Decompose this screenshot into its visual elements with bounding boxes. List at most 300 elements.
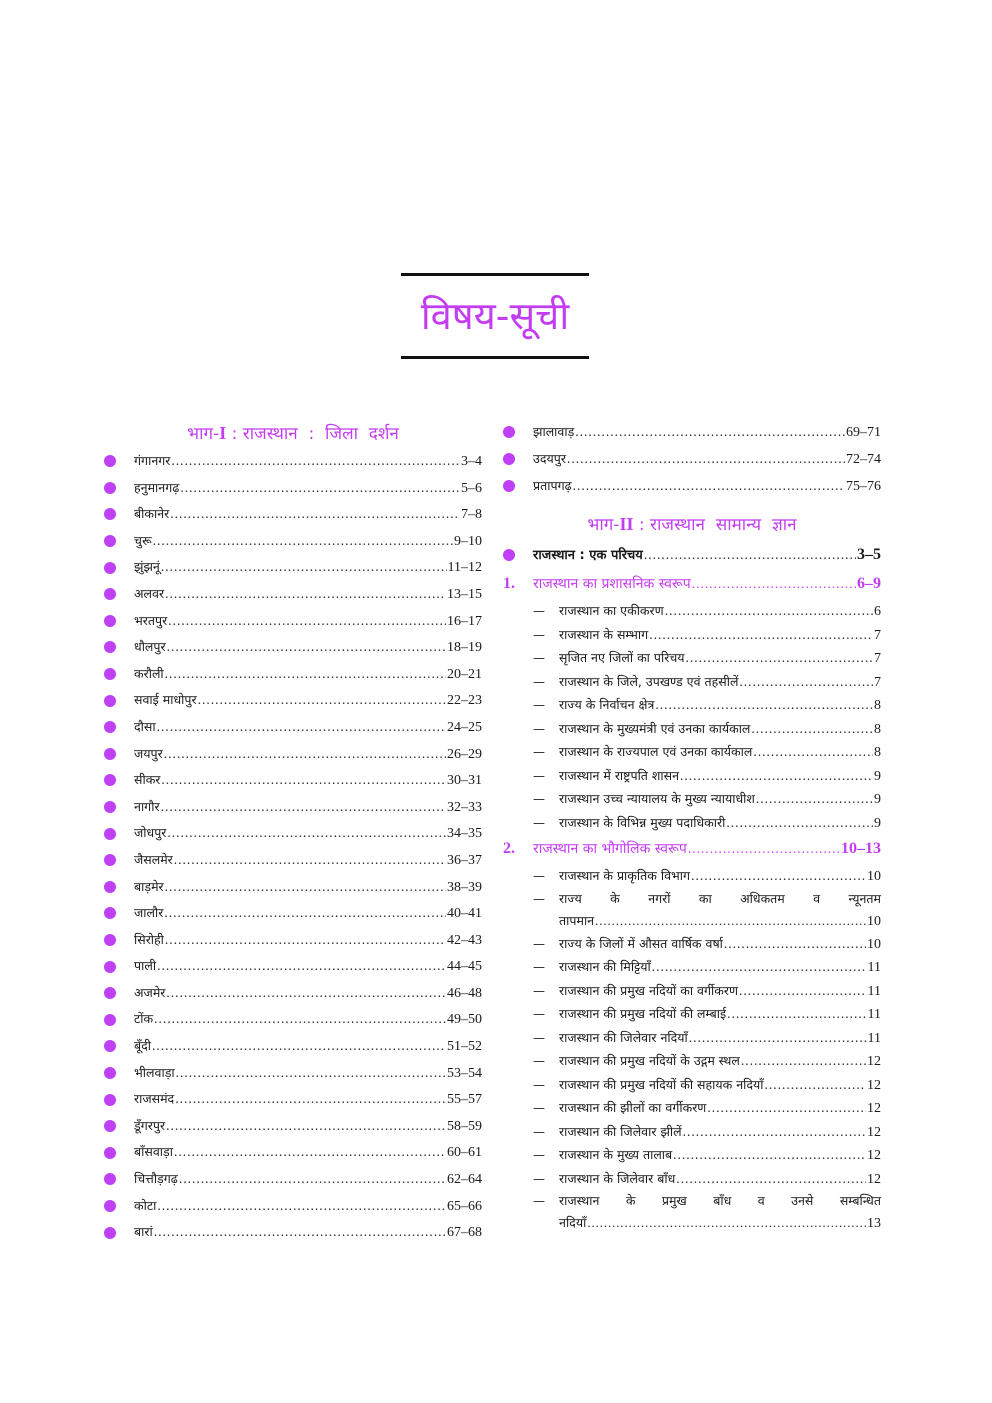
entry-label: नागौर: [134, 798, 160, 814]
dash-icon: —: [533, 815, 545, 830]
district-list-continued: [503, 418, 881, 499]
entry-label: चित्तौड़गढ़: [134, 1171, 178, 1187]
bullet-icon: [104, 828, 116, 840]
toc-entry[interactable]: [104, 980, 482, 1007]
entry-pages: 34–35: [447, 826, 482, 842]
bullet-icon: [104, 1200, 116, 1212]
dash-icon: —: [533, 1030, 545, 1045]
dot-leader: [175, 1086, 446, 1113]
dot-leader: [644, 541, 856, 569]
entry-pages: 46–48: [447, 985, 482, 1001]
bullet-icon: [104, 535, 116, 547]
subentry-page: 8: [874, 698, 881, 713]
toc-subentry[interactable]: [503, 670, 881, 694]
dash-icon: —: [533, 792, 545, 806]
subentry-label: राजस्थान की प्रमुख नदियों के उद्गम स्थल: [559, 1053, 740, 1068]
entry-pages: 75–76: [846, 479, 881, 494]
chapter-pages: 6–9: [857, 575, 881, 592]
bullet-icon: [503, 426, 515, 438]
toc-entry[interactable]: [104, 475, 482, 502]
part1-heading-text: : राजस्थान : जिला दर्शन: [226, 424, 399, 444]
toc-entry[interactable]: [503, 445, 881, 472]
toc-right-column: [503, 418, 881, 1234]
toc-entry[interactable]: [104, 767, 482, 794]
dot-leader: [727, 1002, 866, 1026]
dot-leader: [587, 1212, 866, 1234]
chapter-number: 1.: [503, 575, 515, 592]
dot-leader: [652, 955, 867, 979]
subentry-label: राजस्थान के राज्यपाल एवं उनका कार्यकाल: [559, 744, 753, 759]
entry-pages: 51–52: [447, 1039, 482, 1055]
toc-subentry[interactable]: [503, 811, 881, 835]
entry-label: टोंक: [134, 1011, 154, 1027]
bullet-icon: [104, 615, 116, 627]
dot-leader: [167, 820, 446, 847]
subentry-label: राजस्थान की प्रमुख नदियों की लम्बाई: [559, 1006, 727, 1021]
toc-subentry[interactable]: [503, 1026, 881, 1050]
bullet-icon: [104, 1173, 116, 1185]
subentry-label: राजस्थान की प्रमुख नदियों की सहायक नदियाँ: [559, 1076, 764, 1092]
entry-pages: 58–59: [447, 1118, 482, 1134]
dot-leader: [649, 623, 873, 647]
subentry-label: राजस्थान के जिले, उपखण्ड एवं तहसीलें: [559, 673, 739, 689]
dot-leader: [756, 787, 873, 811]
toc-subentry[interactable]: [503, 623, 881, 647]
entry-pages: 69–71: [846, 425, 881, 440]
subentry-page: 12: [867, 1077, 881, 1093]
subentry-label-cont: तापमान: [559, 912, 595, 928]
toc-subentry[interactable]: [503, 864, 881, 888]
entry-label: दौसा: [134, 718, 156, 734]
toc-entry[interactable]: [104, 634, 482, 661]
part2-heading-prefix: भाग-: [587, 515, 620, 535]
dot-leader: [689, 1026, 867, 1050]
toc-entry[interactable]: [104, 501, 482, 528]
toc-entry[interactable]: [104, 794, 482, 821]
toc-subentry[interactable]: [503, 888, 881, 932]
toc-entry[interactable]: [104, 741, 482, 768]
dot-leader: [166, 1113, 446, 1140]
subentry-label: राजस्थान की प्रमुख नदियों का वर्गीकरण: [559, 982, 739, 998]
toc-entry[interactable]: [104, 1006, 482, 1033]
entry-pages: 3–5: [857, 546, 881, 563]
dot-leader: [575, 418, 845, 445]
toc-subentry[interactable]: [503, 740, 881, 764]
bullet-icon: [104, 1067, 116, 1079]
subentry-label: राजस्थान में राष्ट्रपति शासन: [559, 767, 680, 783]
dot-leader: [165, 927, 446, 954]
bullet-icon: [104, 748, 116, 760]
dot-leader: [179, 1166, 446, 1193]
entry-label: धौलपुर: [134, 639, 166, 655]
entry-label: प्रतापगढ़: [533, 478, 572, 493]
subentry-label: राजस्थान के सम्भाग: [559, 626, 649, 642]
entry-pages: 5–6: [461, 480, 482, 496]
toc-entry[interactable]: [104, 687, 482, 714]
bullet-icon: [104, 881, 116, 893]
entry-pages: 42–43: [447, 932, 482, 948]
bullet-icon: [104, 1094, 116, 1106]
dot-leader: [164, 900, 446, 927]
subentry-label: राजस्थान की जिलेवार नदियाँ: [559, 1029, 688, 1045]
chapter-number: 2.: [503, 840, 515, 857]
toc-entry[interactable]: [104, 953, 482, 980]
dot-leader: [157, 953, 446, 980]
toc-entry[interactable]: [104, 1113, 482, 1140]
subentry-page: 12: [867, 1054, 881, 1069]
dot-leader: [567, 445, 845, 472]
dash-icon: —: [533, 1054, 545, 1068]
dash-icon: —: [533, 768, 545, 783]
subentry-line1: [533, 888, 881, 910]
dash-icon: —: [533, 1101, 545, 1115]
subentry-page: 11: [867, 1007, 881, 1022]
toc-subentry[interactable]: [503, 1002, 881, 1026]
dot-leader: [176, 1060, 446, 1087]
dash-icon: —: [533, 674, 545, 689]
subentry-line2: [533, 910, 881, 932]
subentry-page: 11: [867, 983, 881, 999]
subentry-page: 12: [867, 1101, 881, 1116]
toc-entry[interactable]: [503, 418, 881, 445]
dot-leader: [171, 448, 460, 475]
dot-leader: [753, 740, 873, 764]
entry-label: भरतपुर: [134, 612, 168, 628]
subentry-page: 9: [874, 792, 881, 807]
toc-entry[interactable]: [104, 714, 482, 741]
subentry-label: राज्य के जिलों में औसत वार्षिक वर्षा: [559, 935, 723, 951]
dash-icon: —: [533, 983, 545, 998]
chapter-label: राजस्थान का भौगोलिक स्वरूप: [533, 841, 687, 857]
entry-label: चुरू: [134, 532, 152, 548]
toc-entry-intro[interactable]: [503, 541, 881, 569]
toc-entry[interactable]: [104, 900, 482, 927]
part1-heading: [104, 418, 482, 448]
toc-entry[interactable]: [104, 1166, 482, 1193]
entry-pages: 7–8: [461, 507, 482, 523]
entry-pages: 62–64: [447, 1172, 482, 1188]
toc-subentry[interactable]: [503, 1190, 881, 1234]
entry-label: बारां: [134, 1224, 153, 1240]
subentry-label: राजस्थान के प्रमुख बाँध व उनसे सम्बन्धित: [559, 1193, 881, 1208]
bullet-icon: [104, 588, 116, 600]
toc-entry[interactable]: [104, 1219, 482, 1246]
dot-leader: [739, 979, 866, 1003]
subentry-page: 9: [874, 768, 881, 784]
entry-pages: 13–15: [447, 586, 482, 602]
dash-icon: —: [533, 604, 545, 618]
subentry-label: राजस्थान के जिलेवार बाँध: [559, 1170, 676, 1186]
toc-entry[interactable]: [104, 581, 482, 608]
bullet-icon: [104, 562, 116, 574]
subentry-page: 9: [874, 815, 881, 831]
dot-leader: [751, 717, 873, 741]
dot-leader: [691, 864, 866, 888]
bullet-icon: [503, 480, 515, 492]
toc-subentry[interactable]: [503, 693, 881, 717]
bullet-icon: [104, 1120, 116, 1132]
dash-icon: —: [533, 698, 545, 712]
subentry-label: राजस्थान के विभिन्न मुख्य पदाधिकारी: [559, 814, 726, 830]
subentry-label: राजस्थान की जिलेवार झीलें: [559, 1123, 682, 1139]
toc-entry[interactable]: [104, 1139, 482, 1166]
toc-subentry[interactable]: [503, 1073, 881, 1097]
dot-leader: [707, 1096, 866, 1120]
toc-entry[interactable]: [104, 874, 482, 901]
toc-subentry[interactable]: [503, 979, 881, 1003]
toc-subentry[interactable]: [503, 717, 881, 741]
toc-subentry[interactable]: [503, 1120, 881, 1144]
subentry-page: 10: [867, 913, 881, 929]
entry-label: कोटा: [134, 1197, 157, 1213]
bullet-icon: [104, 508, 116, 520]
bullet-icon: [104, 1227, 116, 1239]
bullet-icon: [104, 641, 116, 653]
subentry-page: 11: [867, 960, 881, 975]
subentry-page: 8: [874, 745, 881, 760]
dot-leader: [739, 670, 873, 694]
chapter-label: राजस्थान का प्रशासनिक स्वरूप: [533, 576, 691, 592]
subentry-label: सृजित नए जिलों का परिचय: [559, 650, 685, 665]
dot-leader: [174, 847, 446, 874]
entry-pages: 22–23: [447, 693, 482, 709]
part1-heading-roman: I: [219, 423, 227, 443]
dot-leader: [180, 475, 460, 502]
entry-pages: 32–33: [447, 799, 482, 815]
entry-label: राजसमंद: [134, 1091, 175, 1107]
dot-leader: [161, 767, 446, 794]
entry-label: बाँसवाड़ा: [134, 1144, 173, 1160]
entry-pages: 40–41: [447, 906, 482, 922]
entry-pages: 26–29: [447, 746, 482, 762]
toc-entry[interactable]: [104, 448, 482, 475]
dot-leader: [165, 661, 446, 688]
toc-left-column: [104, 418, 482, 1246]
toc-subentry[interactable]: [503, 646, 881, 670]
toc-entry[interactable]: [104, 554, 482, 581]
chapter-heading[interactable]: [503, 569, 881, 599]
subentry-line1: [533, 1190, 881, 1212]
dash-icon: —: [533, 1148, 545, 1162]
entry-label: जयपुर: [134, 745, 163, 761]
toc-entry[interactable]: [104, 820, 482, 847]
entry-pages: 49–50: [447, 1012, 482, 1028]
bullet-icon: [104, 934, 116, 946]
toc-entry[interactable]: [104, 1060, 482, 1087]
toc-subentry[interactable]: [503, 1143, 881, 1167]
toc-entry[interactable]: [104, 1033, 482, 1060]
toc-entry[interactable]: [104, 847, 482, 874]
bullet-icon: [104, 482, 116, 494]
entry-pages: 18–19: [447, 640, 482, 656]
dot-leader: [665, 599, 873, 623]
chapter-pages: 10–13: [841, 840, 881, 857]
dot-leader: [161, 554, 447, 581]
subentry-page: 7: [874, 651, 881, 666]
entry-pages: 11–12: [447, 560, 482, 576]
dash-icon: —: [533, 721, 545, 736]
subentry-label-cont: नदियाँ: [559, 1215, 587, 1230]
bullet-icon: [503, 549, 515, 561]
entry-pages: 55–57: [447, 1092, 482, 1108]
toc-subentry[interactable]: [503, 787, 881, 811]
subentry-page: 12: [867, 1148, 881, 1163]
entry-label: उदयपुर: [533, 451, 566, 466]
dot-leader: [724, 932, 866, 956]
toc-subentry[interactable]: [503, 1167, 881, 1191]
entry-label: जैसलमेर: [134, 851, 173, 867]
toc-subentry[interactable]: [503, 764, 881, 788]
dot-leader: [154, 1219, 446, 1246]
bullet-icon: [104, 668, 116, 680]
dot-leader: [726, 811, 873, 835]
entry-label: सवाई माधोपुर: [134, 692, 197, 708]
toc-entry[interactable]: [104, 927, 482, 954]
part1-heading-prefix: भाग-: [187, 424, 220, 444]
toc-subentry[interactable]: [503, 1096, 881, 1120]
dot-leader: [168, 608, 446, 635]
entry-label: जोधपुर: [134, 825, 167, 841]
dot-leader: [198, 687, 446, 714]
dot-leader: [680, 764, 873, 788]
toc-entry[interactable]: [104, 1193, 482, 1220]
entry-label: सीकर: [134, 772, 161, 788]
subentry-page: 8: [874, 721, 881, 737]
dot-leader: [595, 910, 866, 932]
toc-subentry[interactable]: [503, 1049, 881, 1073]
entry-pages: 72–74: [846, 452, 881, 467]
entry-pages: 38–39: [447, 879, 482, 895]
dash-icon: —: [533, 936, 545, 951]
bullet-icon: [104, 961, 116, 973]
subentry-page: 6: [874, 604, 881, 619]
bullet-icon: [104, 1040, 116, 1052]
toc-subentry[interactable]: [503, 955, 881, 979]
subentry-label: राज्य के निर्वाचन क्षेत्र: [559, 697, 655, 712]
entry-label: पाली: [134, 958, 157, 974]
dot-leader: [166, 980, 446, 1007]
dot-leader: [153, 528, 453, 555]
toc-subentry[interactable]: [503, 932, 881, 956]
dot-leader: [170, 501, 460, 528]
dot-leader: [164, 741, 446, 768]
entry-label: करौली: [134, 665, 164, 681]
dash-icon: —: [533, 869, 545, 883]
subentry-page: 12: [867, 1171, 881, 1187]
dot-leader: [167, 634, 446, 661]
dash-icon: —: [533, 1007, 545, 1021]
bullet-icon: [104, 774, 116, 786]
entry-pages: 20–21: [447, 666, 482, 682]
dot-leader: [161, 794, 446, 821]
bullet-icon: [104, 801, 116, 813]
bullet-icon: [104, 721, 116, 733]
subentry-page: 7: [874, 674, 881, 690]
dot-leader: [154, 1006, 446, 1033]
subentry-page: 13: [867, 1216, 881, 1231]
entry-pages: 3–4: [461, 454, 482, 469]
dot-leader: [676, 1167, 866, 1191]
toc-entry[interactable]: [104, 528, 482, 555]
dash-icon: —: [533, 1124, 545, 1139]
entry-label: बूँदी: [134, 1038, 152, 1054]
dot-leader: [686, 646, 873, 670]
subentry-page: 7: [874, 627, 881, 643]
title-box: [401, 273, 589, 359]
dot-leader: [692, 569, 856, 599]
dash-icon: —: [533, 745, 545, 759]
dot-leader: [765, 1073, 866, 1097]
page-title: विषय-सूची: [420, 294, 570, 338]
entry-pages: 36–37: [447, 852, 482, 868]
entry-pages: 60–61: [447, 1145, 482, 1161]
toc-entry[interactable]: [104, 661, 482, 688]
dot-leader: [174, 1139, 446, 1166]
entry-label: राजस्थान : एक परिचय: [533, 548, 643, 563]
dot-leader: [673, 1143, 866, 1167]
entry-label: भीलवाड़ा: [134, 1064, 175, 1080]
dash-icon: —: [533, 960, 545, 974]
bullet-icon: [104, 1014, 116, 1026]
dot-leader: [655, 693, 873, 717]
entry-pages: 24–25: [447, 719, 482, 735]
bullet-icon: [104, 1147, 116, 1159]
subentry-label: राजस्थान की झीलों का वर्गीकरण: [559, 1100, 707, 1115]
toc-entry[interactable]: [104, 608, 482, 635]
bullet-icon: [104, 455, 116, 467]
subentry-page: 10: [867, 936, 881, 952]
dash-icon: —: [533, 1194, 545, 1208]
dash-icon: —: [533, 891, 545, 906]
subentry-label: राजस्थान की मिट्टियाँ: [559, 959, 651, 974]
district-list: [104, 448, 482, 1246]
bullet-icon: [104, 854, 116, 866]
entry-pages: 44–45: [447, 959, 482, 975]
part2-heading: [503, 509, 881, 539]
toc-entry[interactable]: [104, 1086, 482, 1113]
entry-label: झालावाड़: [533, 424, 575, 439]
entry-label: डूँगरपुर: [134, 1117, 166, 1133]
entry-label: गंगानगर: [134, 453, 171, 468]
toc-entry[interactable]: [503, 472, 881, 499]
entry-label: अजमेर: [134, 984, 166, 1000]
entry-label: जालौर: [134, 905, 164, 921]
dot-leader: [741, 1049, 866, 1073]
chapter-heading[interactable]: [503, 834, 881, 864]
entry-pages: 65–66: [447, 1198, 482, 1214]
dot-leader: [157, 1193, 446, 1220]
dot-leader: [165, 581, 446, 608]
entry-label: अलवर: [134, 585, 165, 601]
subentry-page: 11: [867, 1030, 881, 1046]
dash-icon: —: [533, 1077, 545, 1092]
entry-pages: 67–68: [447, 1225, 482, 1241]
bullet-icon: [104, 695, 116, 707]
entry-label: बीकानेर: [134, 506, 170, 522]
entry-pages: 30–31: [447, 773, 482, 789]
dash-icon: —: [533, 1171, 545, 1186]
subentry-label: राजस्थान के प्राकृतिक विभाग: [559, 868, 691, 883]
toc-subentry[interactable]: [503, 599, 881, 623]
entry-pages: 16–17: [447, 613, 482, 629]
part2-heading-text: : राजस्थान सामान्य ज्ञान: [633, 515, 797, 535]
entry-pages: 9–10: [454, 533, 482, 549]
entry-pages: 53–54: [447, 1065, 482, 1081]
subentry-page: 12: [867, 1124, 881, 1140]
dot-leader: [165, 874, 446, 901]
dash-icon: —: [533, 651, 545, 665]
dot-leader: [683, 1120, 866, 1144]
